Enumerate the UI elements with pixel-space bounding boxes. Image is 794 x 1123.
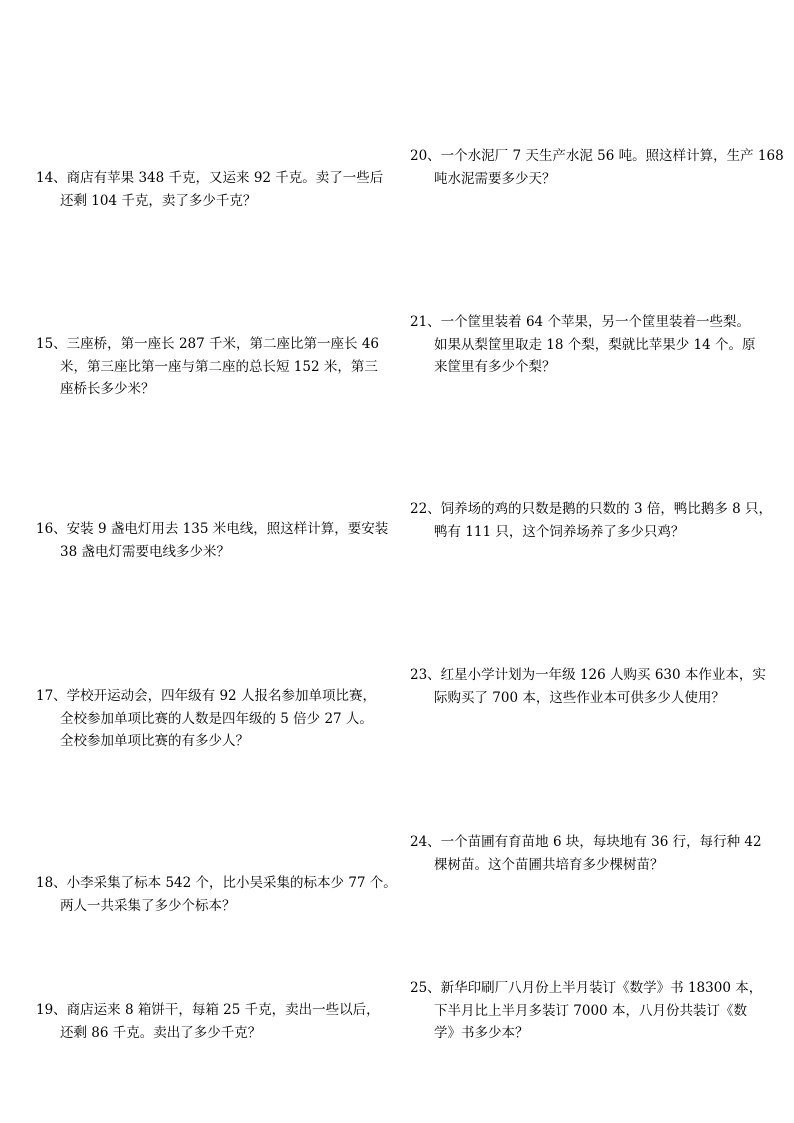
problem-line: 全校参加单项比赛的有多少人？ [60,733,249,749]
problem-14 [36,167,383,212]
problem-25 [410,977,762,1045]
problem-15 [36,333,379,401]
problem-line: 吨水泥需要多少天？ [434,170,556,187]
problem-line: 还剩 86 千克。卖出了多少千克？ [60,1024,262,1041]
problem-17 [36,685,376,753]
problem-21 [410,311,756,379]
problem-16 [36,518,388,563]
problem-line: 还剩 104 千克，卖了多少千克？ [60,192,257,209]
problem-22 [410,498,772,543]
problem-line: 两人一共采集了多少个标本？ [60,897,236,914]
problem-line: 21、一个筐里装着 64 个苹果，另一个筐里装着一些梨。 [410,314,750,330]
problem-line: 24、一个苗圃有育苗地 6 块，每块地有 36 行，每行种 42 [410,834,762,850]
problem-line: 22、饲养场的鸡的只数是鹅的只数的 3 倍，鸭比鹅多 8 只， [410,501,773,517]
problem-line: 来筐里有多少个梨？ [434,359,556,375]
problem-line: 20、一个水泥厂 7 天生产水泥 56 吨。照这样计算，生产 168 [410,148,784,164]
problem-line: 学》书多少本？ [434,1025,529,1041]
problem-line: 全校参加单项比赛的人数是四年级的 5 倍少 27 人。 [60,710,373,727]
problem-line: 如果从梨筐里取走 18 个梨，梨就比苹果少 14 个。原 [434,336,756,353]
problem-24 [410,831,762,876]
problem-line: 际购买了 700 本，这些作业本可供多少人使用？ [434,689,725,706]
problem-line: 14、商店有苹果 348 千克，又运来 92 千克。卖了一些后 [36,170,384,186]
problem-19 [36,999,380,1044]
problem-line: 座桥长多少米？ [60,381,155,397]
problem-20 [410,145,784,190]
problem-line: 23、红星小学计划为一年级 126 人购买 630 本作业本，实 [410,667,766,683]
problem-line: 棵树苗。这个苗圃共培育多少棵树苗？ [434,856,664,873]
problem-line: 鸭有 111 只，这个饲养场养了多少只鸡？ [434,523,685,540]
problem-line: 15、三座桥，第一座长 287 千米，第二座比第一座长 46 [36,336,379,352]
problem-line: 下半月比上半月多装订 7000 本，八月份共装订《数 [434,1002,747,1019]
problem-23 [410,664,766,709]
problem-line: 38 盏电灯需要电线多少米？ [60,543,230,560]
problem-18 [36,872,397,917]
problem-line: 19、商店运来 8 箱饼干，每箱 25 千克，卖出一些以后， [36,1002,380,1018]
problem-line: 25、新华印刷厂八月份上半月装订《数学》书 18300 本， [410,980,763,996]
problem-line: 16、安装 9 盏电灯用去 135 米电线，照这样计算，要安装 [36,521,389,537]
problem-line: 18、小李采集了标本 542 个，比小吴采集的标本少 77 个。 [36,875,397,891]
problem-line: 米，第三座比第一座与第二座的总长短 152 米，第三 [60,358,378,375]
problem-line: 17、学校开运动会，四年级有 92 人报名参加单项比赛， [36,688,376,704]
